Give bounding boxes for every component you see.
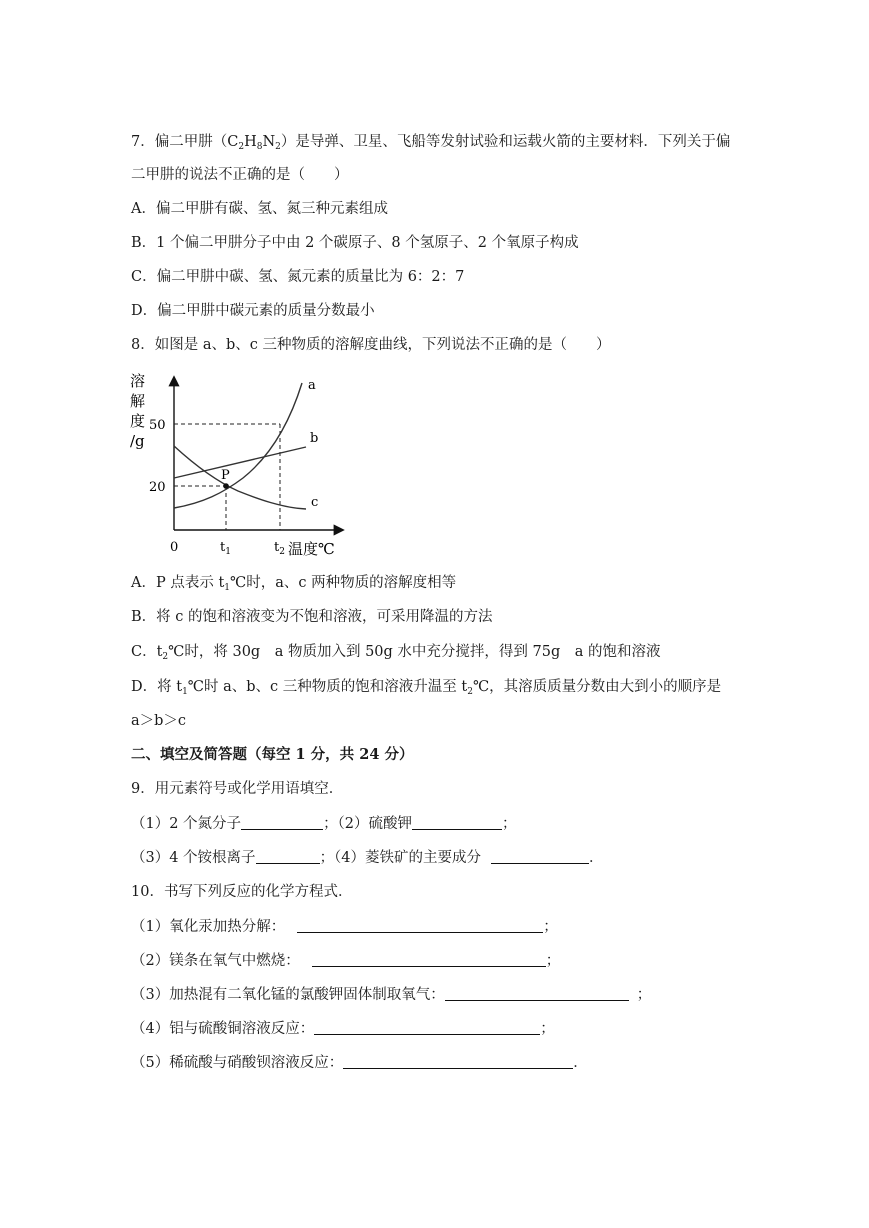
x-tick-t2: $t_2$	[274, 540, 285, 557]
x-axis-label: 温度℃	[288, 540, 335, 558]
chemical-formula: $C_2H_8N_2$	[227, 134, 281, 152]
q10-item-5: （5）稀硫酸与硝酸钡溶液反应： ．	[131, 1055, 588, 1071]
equation-blank-5[interactable]	[343, 1054, 573, 1069]
equation-blank-2[interactable]	[312, 952, 546, 967]
curve-c	[174, 446, 306, 509]
section-heading: 二、填空及简答题（每空 1 分，共 24 分）	[131, 746, 414, 763]
q10-stem: 10．书写下列反应的化学方程式．	[131, 884, 353, 900]
q8-option-d: D．将 $t_1℃$时 a、b、c 三种物质的饱和溶液升温至 $t_2℃$，其溶质质量分数由大到小的顺序是	[131, 679, 722, 697]
q8-option-c: C．$t_2℃$时，将 30g a 物质加入到 50g 水中充分搅拌，得到 75g a 的饱和溶液	[131, 644, 661, 662]
q10-item-4: （4）铝与硫酸铜溶液反应： ；	[131, 1021, 555, 1037]
curve-a	[174, 383, 302, 508]
q8-option-a: A．P 点表示 $t_1℃$时，a、c 两种物质的溶解度相等	[131, 575, 457, 593]
q9-stem: 9．用元素符号或化学用语填空．	[131, 781, 344, 797]
answer-blank-3[interactable]	[256, 849, 320, 864]
q7-option-a: A．偏二甲肼有碳、氢、氮三种元素组成	[131, 201, 388, 217]
answer-blank-4[interactable]	[491, 849, 589, 864]
answer-blank-1[interactable]	[241, 815, 323, 830]
equation-blank-4[interactable]	[314, 1020, 540, 1035]
q7-stem-line1	[131, 132, 730, 157]
y-tick-50: 50	[149, 418, 166, 433]
x-tick-t1: $t_1$	[220, 540, 231, 557]
origin-label: 0	[170, 540, 179, 555]
equation-blank-3[interactable]	[445, 986, 629, 1001]
curve-a-label: a	[308, 378, 316, 393]
y-tick-20: 20	[149, 480, 166, 495]
point-p-label: P	[221, 468, 230, 483]
q10-item-2: （2）镁条在氧气中燃烧： ；	[131, 953, 561, 969]
q10-item-1: （1）氧化汞加热分解： ；	[131, 919, 558, 935]
q7-option-c: C．偏二甲肼中碳、氢、氮元素的质量比为 6：2：7	[131, 269, 465, 285]
q8-option-b: B．将 c 的饱和溶液变为不饱和溶液，可采用降温的方法	[131, 609, 493, 625]
q7-stem-line2: 二甲肼的说法不正确的是（ ）	[131, 167, 349, 183]
q9-line1: （1）2 个氮分子 ；（2）硫酸钾 ；	[131, 816, 517, 832]
ylabel-char-4: /g	[130, 432, 145, 450]
q8-option-d-line2: a＞b＞c	[131, 713, 187, 729]
curve-c-label: c	[311, 495, 319, 510]
solubility-curve-graph	[128, 368, 358, 563]
q7-stem-end: ）是导弹、卫星、飞船等发射试验和运载火箭的主要材料．下列关于偏	[280, 134, 731, 150]
q7-option-b: B．1 个偏二甲肼分子中由 2 个碳原子、8 个氢原子、2 个氧原子构成	[131, 235, 579, 251]
ylabel-char-2: 解	[130, 392, 146, 410]
ylabel-char-1: 溶	[130, 372, 146, 390]
ylabel-char-3: 度	[130, 412, 146, 430]
equation-blank-1[interactable]	[297, 918, 543, 933]
point-p	[223, 483, 229, 489]
q9-line2: （3）4 个铵根离子 ；（4）菱铁矿的主要成分 ．	[131, 850, 604, 866]
q7-stem-start: 7．偏二甲肼（	[131, 134, 228, 150]
q8-stem: 8．如图是 a、b、c 三种物质的溶解度曲线，下列说法不正确的是（ ）	[131, 337, 611, 353]
answer-blank-2[interactable]	[412, 815, 502, 830]
curve-b-label: b	[310, 431, 319, 446]
q7-option-d: D．偏二甲肼中碳元素的质量分数最小	[131, 303, 375, 319]
q10-item-3: （3）加热混有二氧化锰的氯酸钾固体制取氧气： ；	[131, 987, 652, 1003]
